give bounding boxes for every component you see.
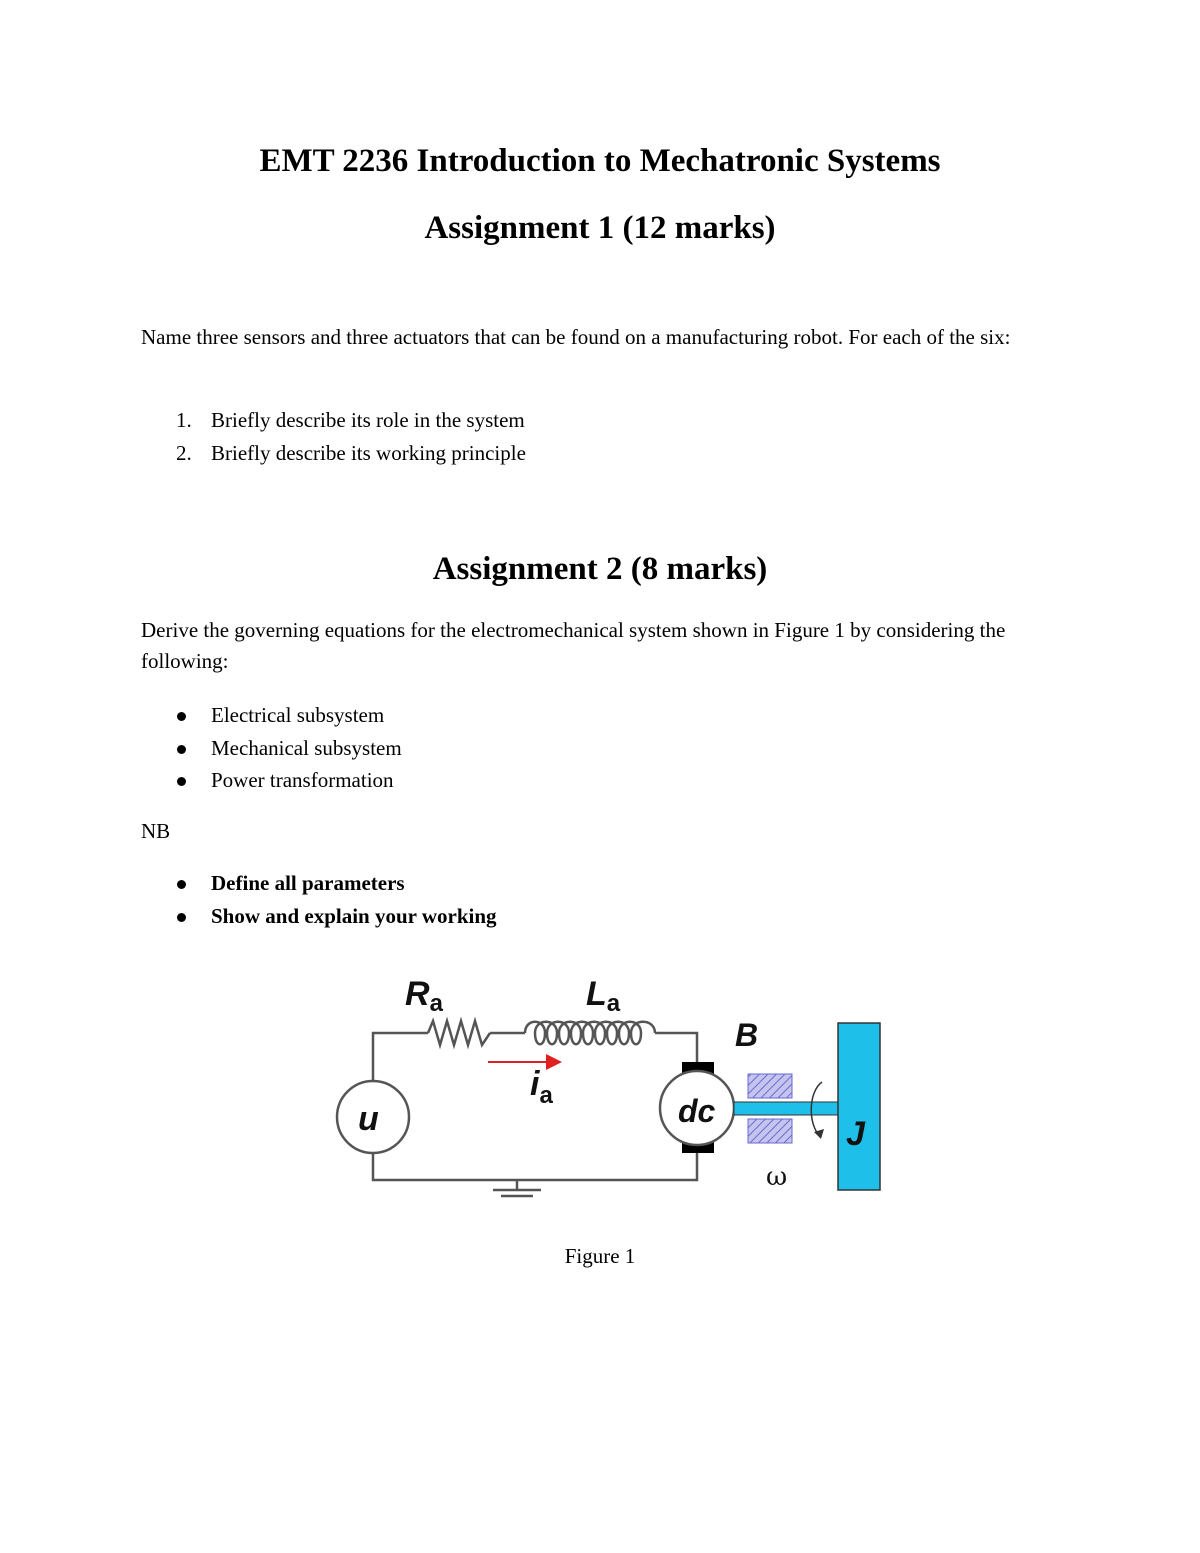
list-number: 2.: [176, 440, 192, 465]
list-item: [141, 699, 1041, 732]
bullet-icon: [177, 777, 186, 786]
inductor-label: La: [586, 975, 621, 1017]
inertia-block: [838, 1023, 880, 1190]
list-item-text: Electrical subsystem: [211, 703, 385, 727]
motor-label: dc: [678, 1093, 716, 1129]
nb-list: [141, 867, 1041, 932]
assignment2-title: Assignment 2 (8 marks): [432, 551, 768, 587]
list-item-text: Briefly describe its working principle: [211, 440, 526, 465]
resistor-label: Ra: [405, 975, 443, 1017]
resistor-icon: [428, 1021, 490, 1045]
course-title: EMT 2236 Introduction to Mechatronic Systems: [259, 143, 941, 179]
inertia-label: J: [846, 1115, 865, 1153]
list-item: [141, 732, 1041, 765]
source-label: u: [358, 1100, 379, 1138]
nb-label: NB: [141, 819, 171, 843]
list-item: [141, 764, 1041, 797]
circuit-wires: [373, 1033, 697, 1196]
bullet-icon: [177, 712, 186, 721]
inductor-icon: [525, 1022, 655, 1045]
dc-motor-figure: [320, 960, 900, 1210]
bullet-icon: [177, 880, 186, 889]
list-item-text: Mechanical subsystem: [211, 735, 402, 760]
damper-block-top: [748, 1074, 792, 1098]
shaft: [734, 1102, 838, 1115]
assignment1-list: [141, 404, 1041, 469]
list-item: [141, 900, 1041, 933]
list-item: [141, 404, 1041, 437]
list-item: [141, 867, 1041, 900]
bullet-icon: [177, 913, 186, 922]
list-item: [141, 437, 1041, 470]
assignment1-prompt: Name three sensors and three actuators that can be found on a manufacturing robot. For each of the six:: [141, 325, 1011, 349]
list-item-text: Power transformation: [211, 768, 394, 792]
assignment2-prompt: Derive the governing equations for the electromechanical system shown in Figure 1 by considering the following:: [141, 618, 1006, 673]
bullet-icon: [177, 745, 186, 754]
current-label: $i_a$: [530, 1065, 553, 1109]
angular-velocity-label: ω: [766, 1162, 788, 1192]
figure-caption: Figure 1: [564, 1244, 636, 1268]
list-item-text: Define all parameters: [211, 871, 405, 895]
list-item-text: Show and explain your working: [211, 903, 497, 928]
list-number: 1.: [176, 408, 192, 432]
damper-block-bottom: [748, 1119, 792, 1143]
damper-label: B: [735, 1017, 759, 1053]
assignment1-title: Assignment 1 (12 marks): [424, 210, 776, 246]
assignment2-list: [141, 699, 1041, 797]
list-item-text: Briefly describe its role in the system: [211, 408, 525, 432]
